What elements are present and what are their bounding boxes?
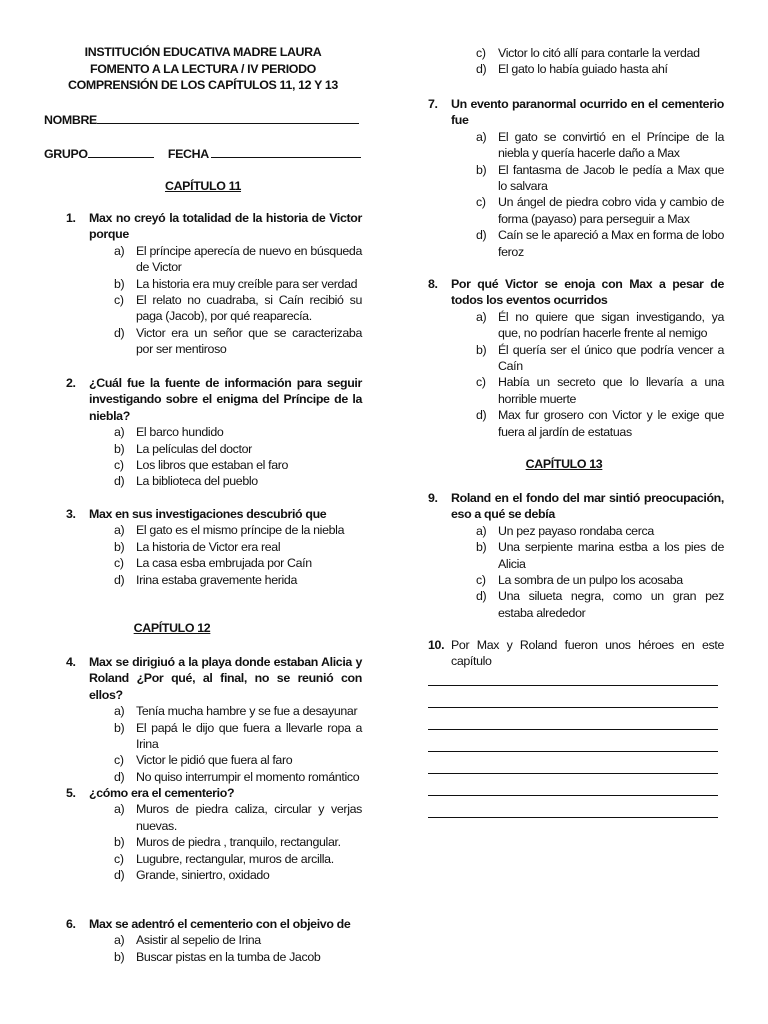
- option-text: El príncipe aperecía de nuevo en búsqueda de Victor: [136, 243, 362, 275]
- option-d[interactable]: [476, 227, 724, 260]
- question-text: Por qué Victor se enoja con Max a pesar de todos los eventos ocurridos: [451, 277, 724, 308]
- option-text: La sombra de un pulpo los acosaba: [498, 573, 683, 588]
- option-letter: a): [114, 704, 125, 719]
- question-number: 2.: [66, 376, 76, 390]
- question-7: [428, 96, 724, 260]
- question-number: 8.: [428, 277, 438, 291]
- option-c[interactable]: [476, 374, 724, 407]
- option-a[interactable]: [476, 523, 724, 539]
- option-d[interactable]: [114, 867, 362, 883]
- option-d[interactable]: [114, 325, 362, 358]
- option-text: No quiso interrumpir el momento romántico: [136, 769, 360, 784]
- date-blank[interactable]: [211, 146, 361, 158]
- option-a[interactable]: [114, 243, 362, 276]
- question-text: Max no creyó la totalidad de la historia de Victor porque: [89, 211, 362, 242]
- option-b[interactable]: [114, 949, 362, 965]
- question-9: [428, 490, 724, 621]
- option-text: El barco hundido: [136, 425, 224, 440]
- option-d[interactable]: [114, 769, 362, 785]
- option-letter: d): [476, 589, 487, 604]
- question-text: Max se adentró el cementerio con el objeivo de: [89, 917, 351, 931]
- option-a[interactable]: [114, 932, 362, 948]
- answer-line[interactable]: [428, 751, 718, 752]
- option-d[interactable]: [476, 407, 724, 440]
- question-text: Max en sus investigaciones descubrió que: [89, 507, 327, 521]
- options-list: [114, 932, 362, 965]
- option-a[interactable]: [114, 522, 362, 538]
- option-text: El papá le dijo que fuera a llevarle ropa a Irina: [136, 720, 362, 752]
- option-b[interactable]: [114, 539, 362, 555]
- option-letter: d): [476, 62, 487, 77]
- option-text: La historia de Victor era real: [136, 539, 281, 554]
- option-text: Él no quiere que sigan investigando, ya que, no podrían hacerle frente al nemigo: [498, 309, 724, 341]
- option-c[interactable]: [114, 555, 362, 571]
- option-text: La historia era muy creíble para ser verdad: [136, 276, 358, 291]
- answer-line[interactable]: [428, 817, 718, 818]
- option-letter: d): [114, 572, 125, 587]
- option-text: Los libros que estaban el faro: [136, 458, 289, 473]
- question-8: [428, 276, 724, 440]
- option-letter: d): [476, 408, 487, 423]
- option-letter: c): [476, 195, 486, 210]
- option-a[interactable]: [114, 703, 362, 719]
- option-letter: d): [114, 769, 125, 784]
- question-text: Por Max y Roland fueron unos héroes en este capítulo: [451, 638, 724, 669]
- option-text: La casa esba embrujada por Caín: [136, 556, 312, 571]
- option-letter: b): [476, 342, 487, 357]
- option-letter: a): [114, 425, 125, 440]
- options-list: [114, 522, 362, 588]
- option-c[interactable]: [476, 194, 724, 227]
- option-text: Asistir al sepelio de Irina: [136, 933, 261, 948]
- document-header: [44, 44, 362, 94]
- option-text: Un pez payaso rondaba cerca: [498, 523, 654, 538]
- option-d[interactable]: [114, 572, 362, 588]
- option-a[interactable]: [114, 801, 362, 834]
- option-text: Caín se le apareció a Max en forma de lobo feroz: [498, 228, 724, 259]
- option-text: El gato se convirtió en el Príncipe de la niebla y quería hacerle daño a Max: [498, 129, 724, 161]
- option-c[interactable]: [476, 45, 724, 61]
- options-list: [114, 424, 362, 490]
- option-letter: b): [114, 539, 125, 554]
- question-number: 4.: [66, 655, 76, 669]
- answer-line[interactable]: [428, 729, 718, 730]
- question-text: ¿Cuál fue la fuente de información para seguir investigando sobre el enigma del Príncipe de la niebla?: [89, 376, 362, 423]
- name-label: NOMBRE: [44, 113, 97, 127]
- option-letter: a): [476, 309, 487, 324]
- question-number: 1.: [66, 211, 76, 225]
- option-d[interactable]: [476, 588, 724, 621]
- option-letter: c): [114, 293, 124, 308]
- question-3: [66, 506, 362, 588]
- question-number: 5.: [66, 786, 76, 800]
- option-letter: b): [114, 276, 125, 291]
- option-b[interactable]: [476, 539, 724, 572]
- program-title: FOMENTO A LA LECTURA / IV PERIODO: [90, 61, 316, 76]
- question-number: 7.: [428, 97, 438, 111]
- answer-line[interactable]: [428, 773, 718, 774]
- option-letter: c): [114, 753, 124, 768]
- chapter-12-heading: CAPÍTULO 12: [133, 621, 211, 635]
- option-b[interactable]: [114, 720, 362, 753]
- option-letter: d): [114, 868, 125, 883]
- option-c[interactable]: [114, 292, 362, 325]
- options-list: [476, 523, 724, 621]
- institution-title: INSTITUCIÓN EDUCATIVA MADRE LAURA: [84, 45, 322, 59]
- option-letter: a): [476, 523, 487, 538]
- name-field[interactable]: [44, 112, 374, 128]
- option-letter: c): [476, 46, 486, 60]
- question-1: [66, 210, 362, 358]
- chapter-13-heading: CAPÍTULO 13: [525, 457, 603, 471]
- option-letter: b): [114, 720, 125, 735]
- answer-area[interactable]: [428, 685, 718, 818]
- option-b[interactable]: [114, 834, 362, 850]
- option-letter: c): [476, 573, 486, 588]
- question-5: [66, 785, 362, 883]
- option-text: Muros de piedra caliza, circular y verjas nuevas.: [136, 802, 362, 833]
- date-label: FECHA: [167, 147, 209, 161]
- chapter-11-heading: CAPÍTULO 11: [164, 179, 242, 193]
- option-text: Una serpiente marina estba a los pies de Alicia: [498, 540, 724, 571]
- option-b[interactable]: [476, 162, 724, 195]
- options-list: [114, 243, 362, 358]
- option-letter: a): [114, 802, 125, 817]
- option-b[interactable]: [114, 441, 362, 457]
- option-letter: c): [114, 458, 124, 473]
- name-blank[interactable]: [97, 112, 359, 124]
- option-text: La biblioteca del pueblo: [136, 474, 258, 489]
- options-list: [114, 703, 362, 785]
- option-letter: b): [114, 441, 125, 456]
- option-a[interactable]: [476, 129, 724, 162]
- option-text: Victor era un señor que se caracterizaba por ser mentiroso: [136, 325, 362, 357]
- question-text: Roland en el fondo del mar sintió preocupación, eso a qué se debía: [451, 491, 724, 522]
- option-text: Max fur grosero con Victor y le exige que fuera al jardín de estatuas: [498, 408, 724, 439]
- option-text: Él quería ser el único que podría vencer a Caín: [498, 342, 724, 374]
- option-letter: b): [476, 540, 487, 555]
- option-c[interactable]: [114, 457, 362, 473]
- quiz-title: COMPRENSIÓN DE LOS CAPÍTULOS 11, 12 Y 13: [68, 78, 338, 92]
- option-letter: a): [114, 243, 125, 258]
- option-letter: c): [114, 851, 124, 866]
- options-list: [114, 801, 362, 883]
- options-list: [476, 309, 724, 440]
- option-text: Muros de piedra , tranquilo, rectangular.: [136, 835, 341, 850]
- option-text: La películas del doctor: [136, 441, 252, 456]
- question-6: [66, 916, 362, 965]
- question-4: [66, 654, 362, 785]
- question-text: ¿cómo era el cementerio?: [89, 786, 235, 800]
- option-text: Había un secreto que lo llevaría a una horrible muerte: [498, 375, 724, 406]
- option-a[interactable]: [114, 424, 362, 440]
- option-b[interactable]: [476, 342, 724, 375]
- option-d[interactable]: [114, 473, 362, 489]
- option-letter: c): [114, 556, 124, 571]
- question-2: [66, 375, 362, 490]
- option-text: Victor le pidió que fuera al faro: [136, 753, 293, 768]
- option-b[interactable]: [114, 276, 362, 292]
- option-text: El fantasma de Jacob le pedía a Max que lo salvara: [498, 162, 724, 194]
- option-c[interactable]: [114, 851, 362, 867]
- question-10: [428, 637, 724, 670]
- question-text: Un evento paranormal ocurrido en el cementerio fue: [451, 97, 724, 128]
- option-letter: a): [476, 129, 487, 144]
- option-text: Irina estaba gravemente herida: [136, 572, 298, 587]
- question-number: 9.: [428, 491, 438, 505]
- option-text: Tenía mucha hambre y se fue a desayunar: [136, 704, 358, 719]
- question-number: 6.: [66, 917, 76, 931]
- option-c[interactable]: [114, 752, 362, 768]
- group-blank[interactable]: [88, 146, 154, 158]
- option-letter: a): [114, 523, 125, 538]
- options-list: [476, 129, 724, 260]
- question-text: Max se dirigiuó a la playa donde estaban Alicia y Roland ¿Por qué, al final, no se reunió con ellos?: [89, 655, 362, 702]
- option-letter: d): [114, 325, 125, 340]
- answer-line[interactable]: [428, 707, 718, 708]
- option-text: Lugubre, rectangular, muros de arcilla.: [136, 851, 334, 866]
- option-text: Una silueta negra, como un gran pez estaba alrededor: [498, 589, 724, 620]
- option-text: Un ángel de piedra cobro vida y cambio de forma (payaso) para perseguir a Max: [498, 195, 724, 226]
- option-letter: b): [114, 949, 125, 964]
- question-6-continued-options: [476, 45, 724, 78]
- option-text: Buscar pistas en la tumba de Jacob: [136, 949, 321, 964]
- option-letter: c): [476, 375, 486, 390]
- option-letter: d): [114, 474, 125, 489]
- option-letter: b): [114, 835, 125, 850]
- option-text: Grande, siniertro, oxidado: [136, 868, 270, 883]
- question-number: 10.: [428, 638, 445, 652]
- group-label: GRUPO: [44, 147, 88, 161]
- option-letter: a): [114, 933, 125, 948]
- option-a[interactable]: [476, 309, 724, 342]
- option-d[interactable]: [476, 61, 724, 77]
- option-text: Victor lo citó allí para contarle la verdad: [498, 46, 700, 60]
- option-letter: d): [476, 228, 487, 243]
- answer-line[interactable]: [428, 795, 718, 796]
- option-text: El relato no cuadraba, si Caín recibió su paga (Jacob), por qué reaparecía.: [136, 293, 362, 324]
- question-number: 3.: [66, 507, 76, 521]
- group-date-field[interactable]: [44, 146, 374, 162]
- option-text: El gato lo había guiado hasta ahí: [498, 62, 668, 77]
- option-text: El gato es el mismo príncipe de la niebla: [136, 523, 345, 538]
- option-letter: b): [476, 162, 487, 177]
- answer-line[interactable]: [428, 685, 718, 686]
- option-c[interactable]: [476, 572, 724, 588]
